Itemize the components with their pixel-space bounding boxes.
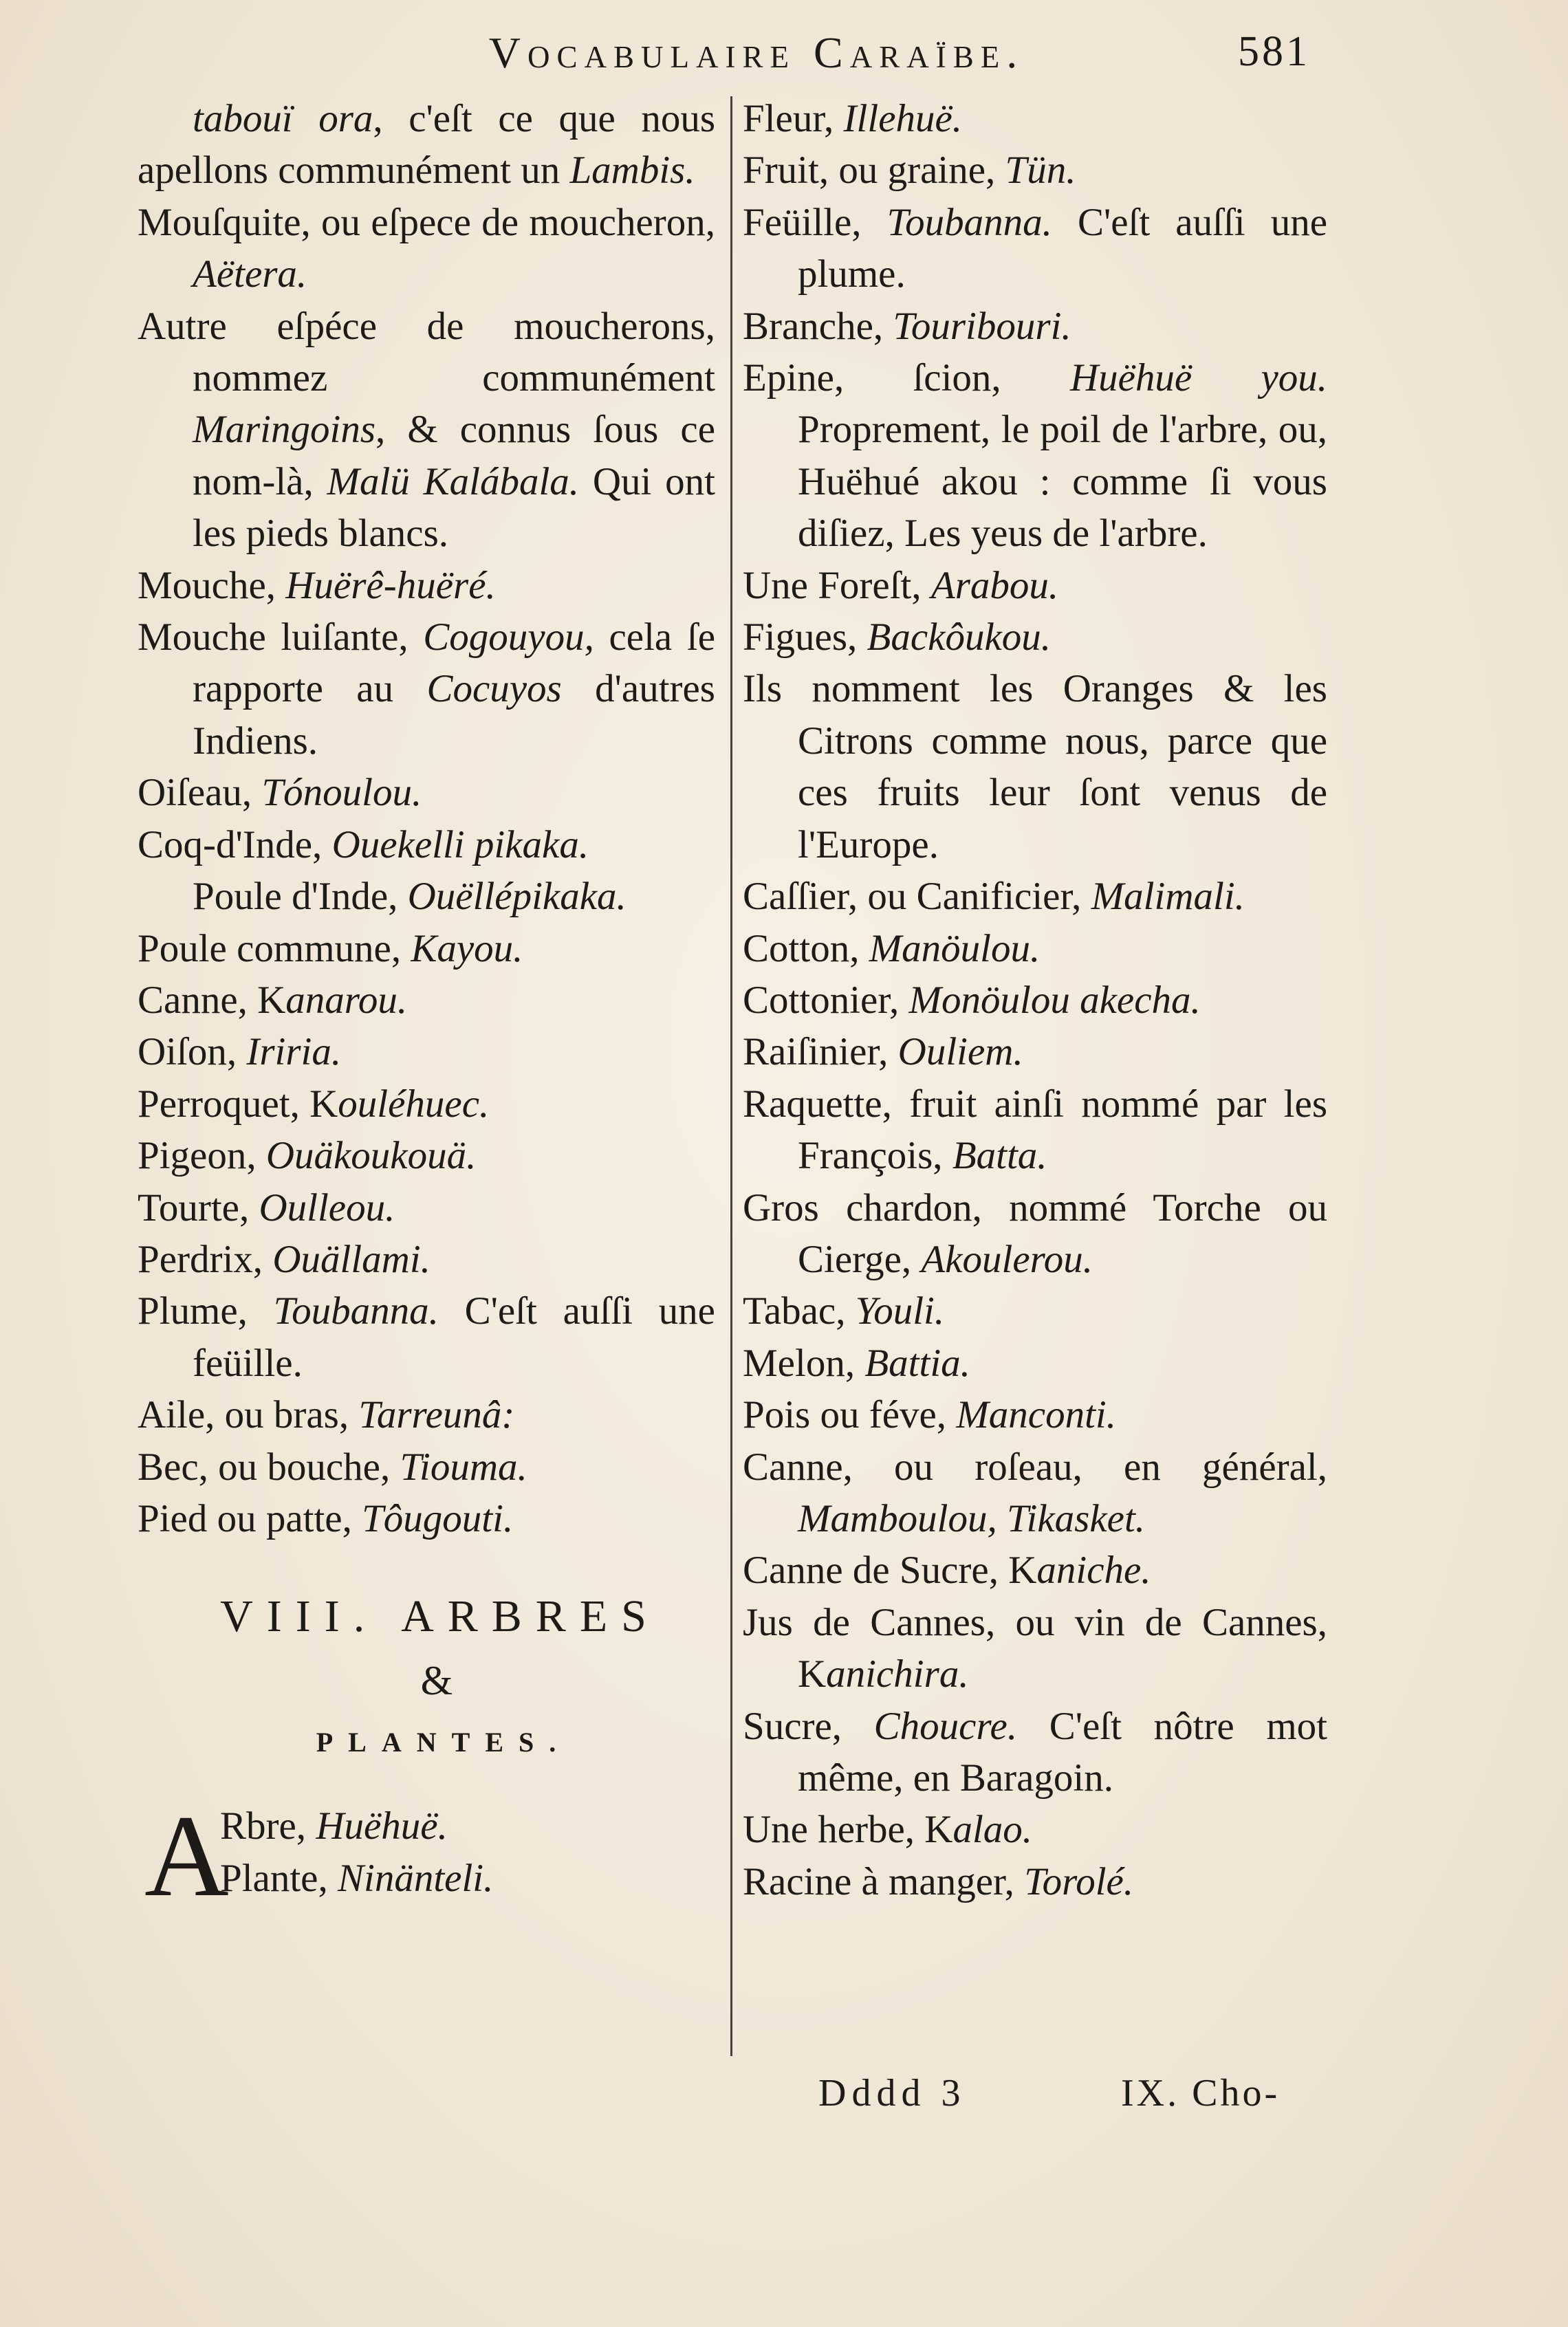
running-title: Vocabulaire Caraïbe. bbox=[488, 28, 1025, 77]
vocab-entry: Caſſier, ou Canificier, Malimali. bbox=[743, 875, 1245, 919]
vocab-entry: Tourte, Oulleou. bbox=[138, 1186, 395, 1230]
vocab-entry: Racine à manger, Torolé. bbox=[743, 1859, 1134, 1903]
vocab-entry: Ils nomment les Oranges & les Citrons comme nous, parce que ces fruits leur ſont venus de l'Europe. bbox=[743, 667, 1327, 866]
left-column bbox=[138, 93, 716, 1921]
vocab-entry: Plante, Ninänteli. bbox=[220, 1856, 494, 1900]
vocab-entry: Fleur, Illehuë. bbox=[743, 97, 963, 140]
vocab-entry: Oiſon, Iriria. bbox=[138, 1030, 342, 1074]
vocab-entry: Une herbe, Kalao. bbox=[743, 1808, 1033, 1852]
vocab-entry: Feüille, Toubanna. C'eſt auſſi une plume. bbox=[743, 200, 1328, 296]
vocab-entry: Poule d'Inde, Ouëllépikaka. bbox=[193, 875, 627, 919]
right-column bbox=[743, 93, 1327, 1908]
vocab-entry: Pied ou patte, Tôugouti. bbox=[138, 1496, 514, 1540]
section-ampersand: & bbox=[420, 1658, 453, 1704]
section-subtitle: PLANTES. bbox=[316, 1727, 571, 1758]
vocab-entry: Cotton, Manöulou. bbox=[743, 926, 1041, 970]
vocab-entry: Melon, Battia. bbox=[743, 1341, 970, 1385]
vocab-entry: Mouche luiſante, Cogouyou, cela ſe rapporte au Cocuyos d'autres Indiens. bbox=[138, 615, 715, 763]
vocab-entry: Branche, Touribouri. bbox=[743, 304, 1071, 348]
vocab-entry: Perdrix, Ouällami. bbox=[138, 1237, 431, 1281]
vocab-entry: Aile, ou bras, Tarreunâ: bbox=[138, 1393, 515, 1437]
vocab-entry: Perroquet, Kouléhuec. bbox=[138, 1082, 490, 1126]
vocab-entry: Raiſinier, Ouliem. bbox=[743, 1030, 1023, 1074]
vocab-entry: Mouſquite, ou eſpece de moucheron, Aëtera. bbox=[138, 200, 715, 296]
vocab-entry: Plume, Toubanna. C'eſt auſſi une feüille. bbox=[138, 1289, 715, 1385]
vocab-entry: Poule commune, Kayou. bbox=[138, 926, 523, 970]
vocab-entry: Sucre, Choucre. C'eſt nôtre mot même, en Baragoin. bbox=[743, 1704, 1327, 1800]
catchword: IX. Cho- bbox=[1121, 2072, 1281, 2115]
vocab-entry: Figues, Backôukou. bbox=[743, 615, 1051, 659]
vocab-entry: Jus de Cannes, ou vin de Cannes, Kanichira. bbox=[743, 1600, 1327, 1696]
dropcap-paragraph bbox=[138, 1791, 715, 1921]
vocab-entry: Canne, ou roſeau, en général, Mamboulou, Tikasket. bbox=[743, 1445, 1327, 1540]
vocab-entry: Fruit, ou graine, Tün. bbox=[743, 149, 1076, 193]
vocab-entry: Autre eſpéce de moucherons, nommez communément Maringoins, & connus ſous ce nom-là, Malü Kalábala. Qui ont les pieds blancs. bbox=[138, 304, 715, 556]
signature-mark: Dddd 3 bbox=[818, 2072, 966, 2115]
section-title: VIII. ARBRES bbox=[220, 1591, 660, 1642]
vocab-entry: Rbre, Huëhuë. bbox=[220, 1804, 448, 1848]
vocab-entry: Mouche, Huërê-huëré. bbox=[138, 563, 496, 607]
page-number: 581 bbox=[1238, 28, 1310, 75]
drop-cap: A bbox=[144, 1791, 229, 1921]
vocab-entry: Coq-d'Inde, Ouekelli pikaka. bbox=[138, 822, 589, 866]
vocab-entry: Tabac, Youli. bbox=[743, 1289, 945, 1333]
vocab-entry: Oiſeau, Tónoulou. bbox=[138, 771, 422, 815]
vocab-entry: Canne de Sucre, Kaniche. bbox=[743, 1549, 1151, 1593]
vocab-entry: Cottonier, Monöulou akecha. bbox=[743, 978, 1201, 1022]
vocab-entry: Bec, ou bouche, Tiouma. bbox=[138, 1445, 527, 1489]
column-divider bbox=[730, 96, 732, 2056]
vocab-entry: Gros chardon, nommé Torche ou Cierge, Akoulerou. bbox=[743, 1186, 1327, 1281]
vocab-entry: Raquette, fruit ainſi nommé par les François, Batta. bbox=[743, 1082, 1327, 1178]
vocab-entry: Une Foreſt, Arabou. bbox=[743, 563, 1059, 607]
vocab-entry: Canne, Kanarou. bbox=[138, 978, 408, 1022]
vocab-entry: Pois ou féve, Manconti. bbox=[743, 1393, 1117, 1437]
vocab-entry: tabouï ora, c'eſt ce que nous apellons communément un Lambis. bbox=[138, 97, 716, 193]
vocab-entry: Epine, ſcion, Huëhuë you. Proprement, le poil de l'arbre, ou, Huëhué akou : comme ſi vous diſiez, Les yeus de l'arbre. bbox=[743, 356, 1327, 556]
vocab-entry: Pigeon, Ouäkoukouä. bbox=[138, 1134, 477, 1178]
